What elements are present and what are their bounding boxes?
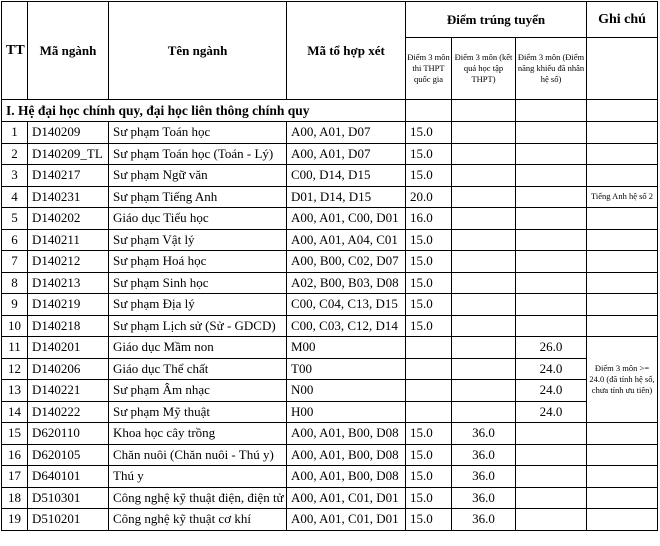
cell-ma-nganh: D140212 (28, 251, 109, 273)
table-row (2, 444, 658, 466)
table-row (2, 423, 658, 445)
cell-ten-nganh: Sư phạm Toán học (Toán - Lý) (109, 143, 287, 165)
cell-tt: 11 (2, 337, 28, 359)
cell-ma-to-hop: A00, A01, D07 (287, 143, 406, 165)
cell-tt: 15 (2, 423, 28, 445)
cell-diem-nang-khieu (516, 208, 587, 230)
table-row (2, 122, 658, 144)
cell-ghi-chu (587, 487, 658, 509)
cell-ma-nganh: D140217 (28, 165, 109, 187)
table-row (2, 186, 658, 208)
cell-ma-to-hop: C00, C04, C13, D15 (287, 294, 406, 316)
cell-ma-to-hop: C00, D14, D15 (287, 165, 406, 187)
cell-ten-nganh: Sư phạm Vật lý (109, 229, 287, 251)
cell-diem-thpt: 15.0 (406, 165, 452, 187)
cell-ma-nganh: D140211 (28, 229, 109, 251)
cell-ghi-chu (587, 122, 658, 144)
cell-ten-nganh: Chăn nuôi (Chăn nuôi - Thú y) (109, 444, 287, 466)
cell-tt: 6 (2, 229, 28, 251)
cell-tt: 10 (2, 315, 28, 337)
table-row (2, 272, 658, 294)
table-row (2, 229, 658, 251)
cell-ma-to-hop: C00, C03, C12, D14 (287, 315, 406, 337)
cell-diem-nang-khieu (516, 165, 587, 187)
cell-ma-to-hop: M00 (287, 337, 406, 359)
cell-ten-nganh: Sư phạm Mỹ thuật (109, 401, 287, 423)
header-sub-thpt: Điểm 3 môn thi THPT quốc gia (406, 38, 452, 100)
table-row (2, 337, 658, 359)
cell-tt: 13 (2, 380, 28, 402)
cell-tt: 9 (2, 294, 28, 316)
header-sub-hoc-tap: Điểm 3 môn (kết quả học tập THPT) (452, 38, 516, 100)
table-row (2, 358, 658, 380)
cell-diem-thpt (406, 401, 452, 423)
cell-diem-thpt: 15.0 (406, 315, 452, 337)
cell-diem-nang-khieu (516, 509, 587, 531)
cell-diem-thpt: 15.0 (406, 272, 452, 294)
cell-ghi-chu (587, 294, 658, 316)
section-blank-cell (516, 100, 587, 122)
cell-ghi-chu (587, 509, 658, 531)
cell-diem-hoc-tap (452, 122, 516, 144)
cell-diem-nang-khieu (516, 272, 587, 294)
cell-ma-to-hop: N00 (287, 380, 406, 402)
cell-diem-thpt: 15.0 (406, 423, 452, 445)
table-row (2, 208, 658, 230)
cell-ghi-chu (587, 423, 658, 445)
cell-diem-nang-khieu (516, 487, 587, 509)
cell-tt: 12 (2, 358, 28, 380)
cell-diem-hoc-tap (452, 315, 516, 337)
cell-ten-nganh: Sư phạm Lịch sử (Sử - GDCD) (109, 315, 287, 337)
cell-ma-nganh: D140209_TL (28, 143, 109, 165)
cell-diem-hoc-tap (452, 208, 516, 230)
cell-ghi-chu (587, 272, 658, 294)
cell-ghi-chu: Tiếng Anh hệ số 2 (587, 186, 658, 208)
table-row (2, 143, 658, 165)
table-row (2, 380, 658, 402)
cell-diem-nang-khieu (516, 251, 587, 273)
cell-ma-nganh: D140218 (28, 315, 109, 337)
header-ghi-chu-blank (587, 38, 658, 100)
cell-ten-nganh: Sư phạm Âm nhạc (109, 380, 287, 402)
cell-ten-nganh: Sư phạm Hoá học (109, 251, 287, 273)
table-row (2, 487, 658, 509)
cell-ma-nganh: D140209 (28, 122, 109, 144)
section-blank-cell (406, 100, 452, 122)
cell-ma-to-hop: A02, B00, B03, D08 (287, 272, 406, 294)
cell-diem-thpt: 15.0 (406, 294, 452, 316)
cell-diem-thpt (406, 337, 452, 359)
header-diem-trung-tuyen: Điểm trúng tuyển (406, 2, 587, 38)
cell-diem-hoc-tap: 36.0 (452, 509, 516, 531)
cell-ten-nganh: Giáo dục Mầm non (109, 337, 287, 359)
section-blank-cell (452, 100, 516, 122)
cell-tt: 3 (2, 165, 28, 187)
cell-ma-nganh: D140202 (28, 208, 109, 230)
table-row (2, 401, 658, 423)
cell-tt: 17 (2, 466, 28, 488)
cell-ma-to-hop: A00, A01, B00, D08 (287, 444, 406, 466)
cell-ten-nganh: Sư phạm Toán học (109, 122, 287, 144)
cell-diem-thpt (406, 380, 452, 402)
table-row (2, 315, 658, 337)
cell-ten-nganh: Sư phạm Địa lý (109, 294, 287, 316)
header-ghi-chu: Ghi chú (587, 2, 658, 38)
cell-tt: 4 (2, 186, 28, 208)
cell-ma-to-hop: A00, A01, B00, D08 (287, 466, 406, 488)
cell-diem-thpt: 15.0 (406, 122, 452, 144)
cell-ma-to-hop: T00 (287, 358, 406, 380)
cell-diem-hoc-tap: 36.0 (452, 487, 516, 509)
cell-ma-nganh: D640101 (28, 466, 109, 488)
cell-ma-to-hop: A00, A01, A04, C01 (287, 229, 406, 251)
cell-diem-nang-khieu: 24.0 (516, 380, 587, 402)
cell-tt: 5 (2, 208, 28, 230)
cell-diem-hoc-tap (452, 294, 516, 316)
cell-ma-nganh: D140219 (28, 294, 109, 316)
cell-ma-nganh: D140222 (28, 401, 109, 423)
cell-ghi-chu (587, 229, 658, 251)
cell-tt: 1 (2, 122, 28, 144)
cell-ma-to-hop: A00, A01, D07 (287, 122, 406, 144)
cell-diem-nang-khieu (516, 186, 587, 208)
cell-ma-to-hop: A00, A01, C01, D01 (287, 487, 406, 509)
cell-ten-nganh: Giáo dục Tiểu học (109, 208, 287, 230)
section-title: I. Hệ đại học chính quy, đại học liên thông chính quy (2, 100, 406, 122)
cell-diem-hoc-tap: 36.0 (452, 466, 516, 488)
cell-diem-thpt: 15.0 (406, 444, 452, 466)
cell-diem-thpt: 15.0 (406, 487, 452, 509)
cell-ma-to-hop: A00, A01, B00, D08 (287, 423, 406, 445)
cell-diem-thpt (406, 358, 452, 380)
cell-diem-hoc-tap (452, 272, 516, 294)
header-ma-to-hop: Mã tổ hợp xét (287, 2, 406, 100)
cell-diem-nang-khieu (516, 229, 587, 251)
header-sub-nang-khieu: Điểm 3 môn (Điểm năng khiếu đã nhân hệ số) (516, 38, 587, 100)
admission-score-table (1, 1, 658, 531)
header-ma-nganh: Mã ngành (28, 2, 109, 100)
cell-diem-hoc-tap: 36.0 (452, 444, 516, 466)
cell-ten-nganh: Công nghệ kỹ thuật điện, điện tử (109, 487, 287, 509)
cell-diem-thpt: 16.0 (406, 208, 452, 230)
cell-diem-hoc-tap: 36.0 (452, 423, 516, 445)
cell-diem-nang-khieu (516, 466, 587, 488)
cell-ma-nganh: D140221 (28, 380, 109, 402)
cell-ghi-chu-group: Điểm 3 môn >= 24.0 (đã tính hệ số, chưa tính ưu tiên) (587, 337, 658, 423)
cell-ma-to-hop: D01, D14, D15 (287, 186, 406, 208)
cell-diem-hoc-tap (452, 358, 516, 380)
cell-ghi-chu (587, 466, 658, 488)
cell-diem-thpt: 15.0 (406, 509, 452, 531)
cell-diem-hoc-tap (452, 165, 516, 187)
cell-diem-hoc-tap (452, 143, 516, 165)
cell-ten-nganh: Sư phạm Ngữ văn (109, 165, 287, 187)
cell-tt: 14 (2, 401, 28, 423)
cell-ten-nganh: Sư phạm Sinh học (109, 272, 287, 294)
cell-diem-hoc-tap (452, 337, 516, 359)
cell-ghi-chu (587, 165, 658, 187)
cell-ma-nganh: D510201 (28, 509, 109, 531)
cell-diem-hoc-tap (452, 229, 516, 251)
table-row (2, 509, 658, 531)
cell-ten-nganh: Giáo dục Thể chất (109, 358, 287, 380)
cell-ghi-chu (587, 315, 658, 337)
cell-ghi-chu (587, 251, 658, 273)
cell-diem-nang-khieu: 26.0 (516, 337, 587, 359)
header-ten-nganh: Tên ngành (109, 2, 287, 100)
cell-ma-to-hop: A00, B00, C02, D07 (287, 251, 406, 273)
cell-ten-nganh: Công nghệ kỹ thuật cơ khí (109, 509, 287, 531)
cell-ma-nganh: D140206 (28, 358, 109, 380)
cell-ma-to-hop: A00, A01, C00, D01 (287, 208, 406, 230)
cell-diem-nang-khieu (516, 423, 587, 445)
cell-ma-nganh: D510301 (28, 487, 109, 509)
cell-diem-nang-khieu (516, 294, 587, 316)
cell-diem-thpt: 15.0 (406, 229, 452, 251)
cell-diem-thpt: 15.0 (406, 251, 452, 273)
cell-diem-hoc-tap (452, 251, 516, 273)
cell-tt: 16 (2, 444, 28, 466)
cell-ma-nganh: D140201 (28, 337, 109, 359)
cell-diem-nang-khieu (516, 143, 587, 165)
cell-ghi-chu (587, 444, 658, 466)
header-tt: TT (2, 2, 28, 100)
cell-ten-nganh: Khoa học cây trồng (109, 423, 287, 445)
cell-ten-nganh: Sư phạm Tiếng Anh (109, 186, 287, 208)
cell-ghi-chu (587, 208, 658, 230)
cell-ma-to-hop: A00, A01, C01, D01 (287, 509, 406, 531)
cell-diem-hoc-tap (452, 380, 516, 402)
table-row (2, 251, 658, 273)
table-row (2, 294, 658, 316)
cell-tt: 8 (2, 272, 28, 294)
cell-ghi-chu (587, 143, 658, 165)
cell-ma-nganh: D140231 (28, 186, 109, 208)
cell-diem-thpt: 15.0 (406, 143, 452, 165)
cell-tt: 18 (2, 487, 28, 509)
cell-diem-nang-khieu: 24.0 (516, 401, 587, 423)
cell-ten-nganh: Thú y (109, 466, 287, 488)
cell-ma-nganh: D620110 (28, 423, 109, 445)
cell-diem-nang-khieu (516, 122, 587, 144)
table-row (2, 466, 658, 488)
section-blank-cell (587, 100, 658, 122)
cell-diem-nang-khieu: 24.0 (516, 358, 587, 380)
cell-diem-nang-khieu (516, 444, 587, 466)
cell-diem-nang-khieu (516, 315, 587, 337)
cell-tt: 2 (2, 143, 28, 165)
cell-ma-nganh: D140213 (28, 272, 109, 294)
cell-diem-hoc-tap (452, 186, 516, 208)
cell-tt: 7 (2, 251, 28, 273)
table-row (2, 165, 658, 187)
cell-tt: 19 (2, 509, 28, 531)
cell-ma-nganh: D620105 (28, 444, 109, 466)
cell-diem-thpt: 15.0 (406, 466, 452, 488)
cell-diem-hoc-tap (452, 401, 516, 423)
cell-ma-to-hop: H00 (287, 401, 406, 423)
cell-diem-thpt: 20.0 (406, 186, 452, 208)
